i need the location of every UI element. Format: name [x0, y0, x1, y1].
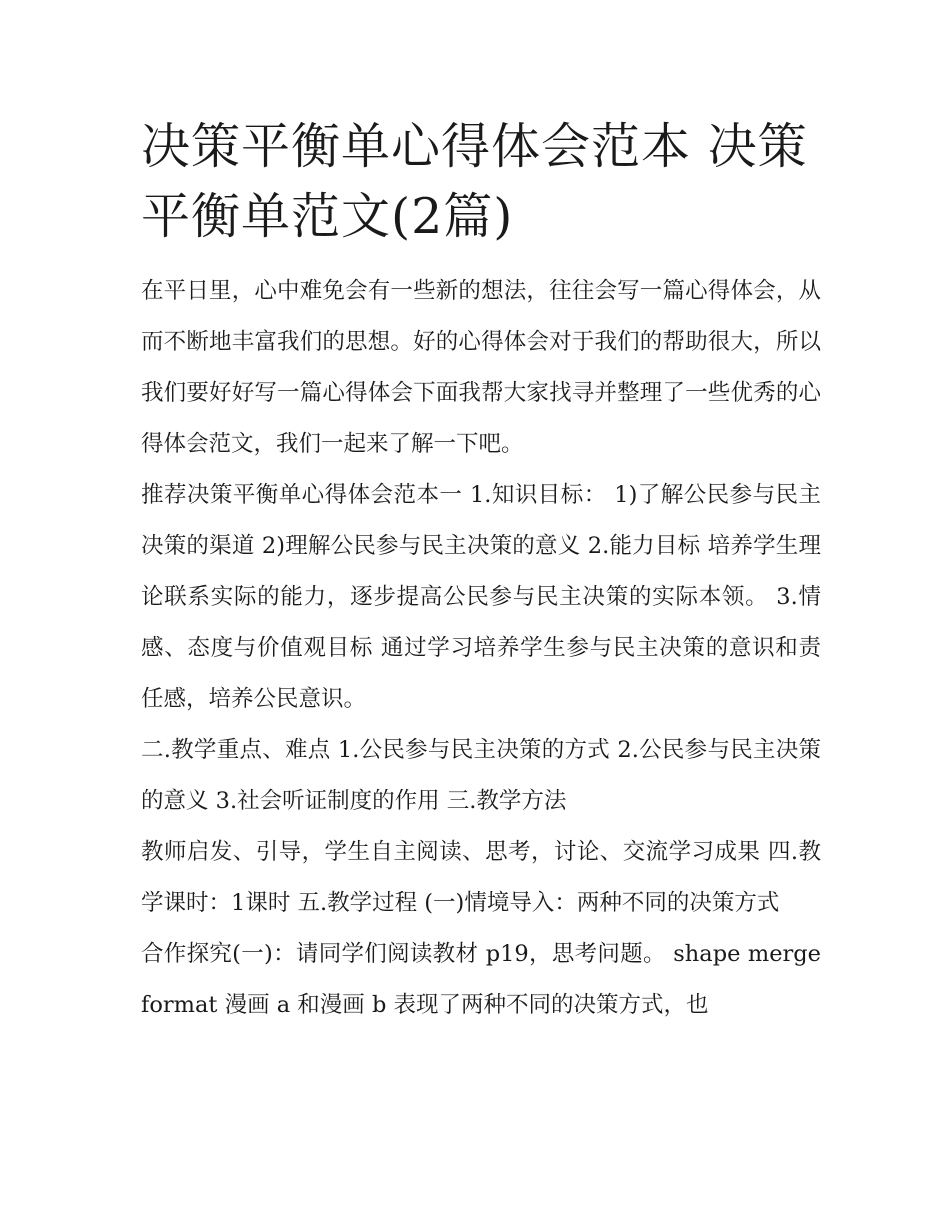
inquiry-paragraph: 合作探究(一)：请同学们阅读教材 p19，思考问题。 shape mergeformat 漫画 a 和漫画 b 表现了两种不同的决策方式，也	[141, 941, 821, 1018]
key-points-paragraph: 二.教学重点、难点 1.公民参与民主决策的方式 2.公民参与民主决策的意义 3.社会听证制度的作用 三.教学方法	[141, 737, 821, 814]
document-title: 决策平衡单心得体会范本 决策平衡单范文(2篇)	[141, 118, 808, 245]
document-page	[141, 112, 821, 1031]
teaching-method-paragraph: 教师启发、引导，学生自主阅读、思考，讨论、交流学习成果 四.教学课时：1课时 五.教学过程 (一)情境导入：两种不同的决策方式	[141, 839, 821, 916]
intro-paragraph: 在平日里，心中难免会有一些新的想法，往往会写一篇心得体会，从而不断地丰富我们的思想。好的心得体会对于我们的帮助很大，所以我们要好好写一篇心得体会下面我帮大家找寻并整理了一些优秀的心得体会范文，我们一起来了解一下吧。	[141, 278, 821, 457]
objectives-paragraph: 推荐决策平衡单心得体会范本一 1.知识目标： 1)了解公民参与民主决策的渠道 2)理解公民参与民主决策的意义 2.能力目标 培养学生理论联系实际的能力，逐步提高公民参与民主决策的实际本领。 3.情感、态度与价值观目标 通过学习培养学生参与民主决策的意识和责任感，培养公民意识。	[141, 482, 821, 712]
